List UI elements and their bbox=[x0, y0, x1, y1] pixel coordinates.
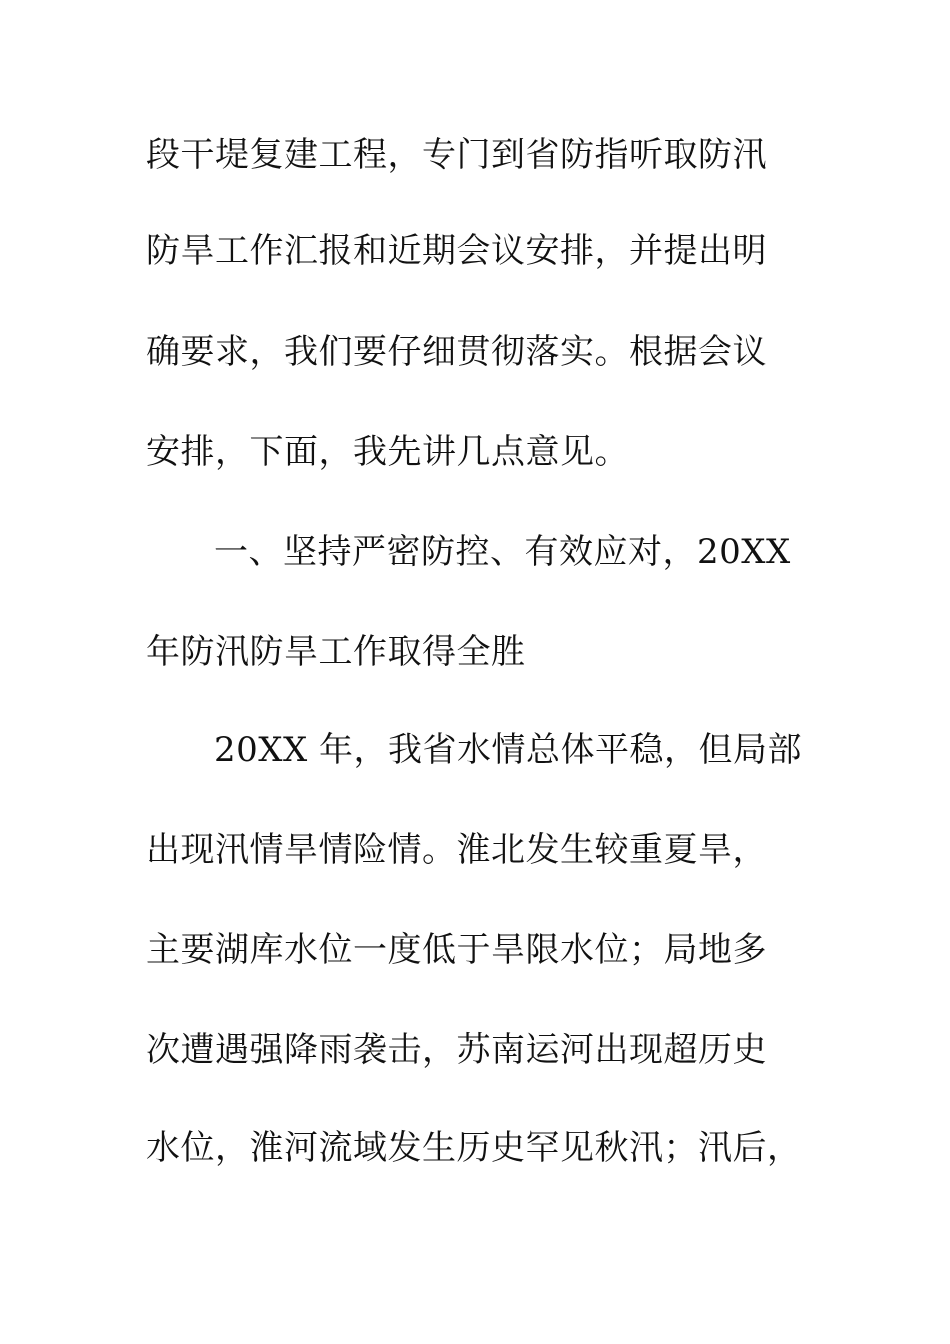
text-line: 水位，淮河流域发生历史罕见秋汛；汛后， bbox=[146, 1128, 802, 1168]
text-line: 安排，下面，我先讲几点意见。 bbox=[146, 432, 629, 472]
section-heading-line: 年防汛防旱工作取得全胜 bbox=[146, 632, 526, 672]
text-line: 段干堤复建工程，专门到省防指听取防汛 bbox=[146, 135, 767, 175]
text-line: 次遭遇强降雨袭击，苏南运河出现超历史 bbox=[146, 1030, 767, 1070]
paragraph-start-line: 20XX 年，我省水情总体平稳，但局部 bbox=[214, 730, 802, 770]
text-line: 防旱工作汇报和近期会议安排，并提出明 bbox=[146, 231, 767, 271]
text-line: 确要求，我们要仔细贯彻落实。根据会议 bbox=[146, 332, 767, 372]
text-line: 出现汛情旱情险情。淮北发生较重夏旱， bbox=[146, 830, 767, 870]
section-heading-line: 一、坚持严密防控、有效应对，20XX bbox=[214, 532, 791, 572]
text-line: 主要湖库水位一度低于旱限水位；局地多 bbox=[146, 930, 767, 970]
